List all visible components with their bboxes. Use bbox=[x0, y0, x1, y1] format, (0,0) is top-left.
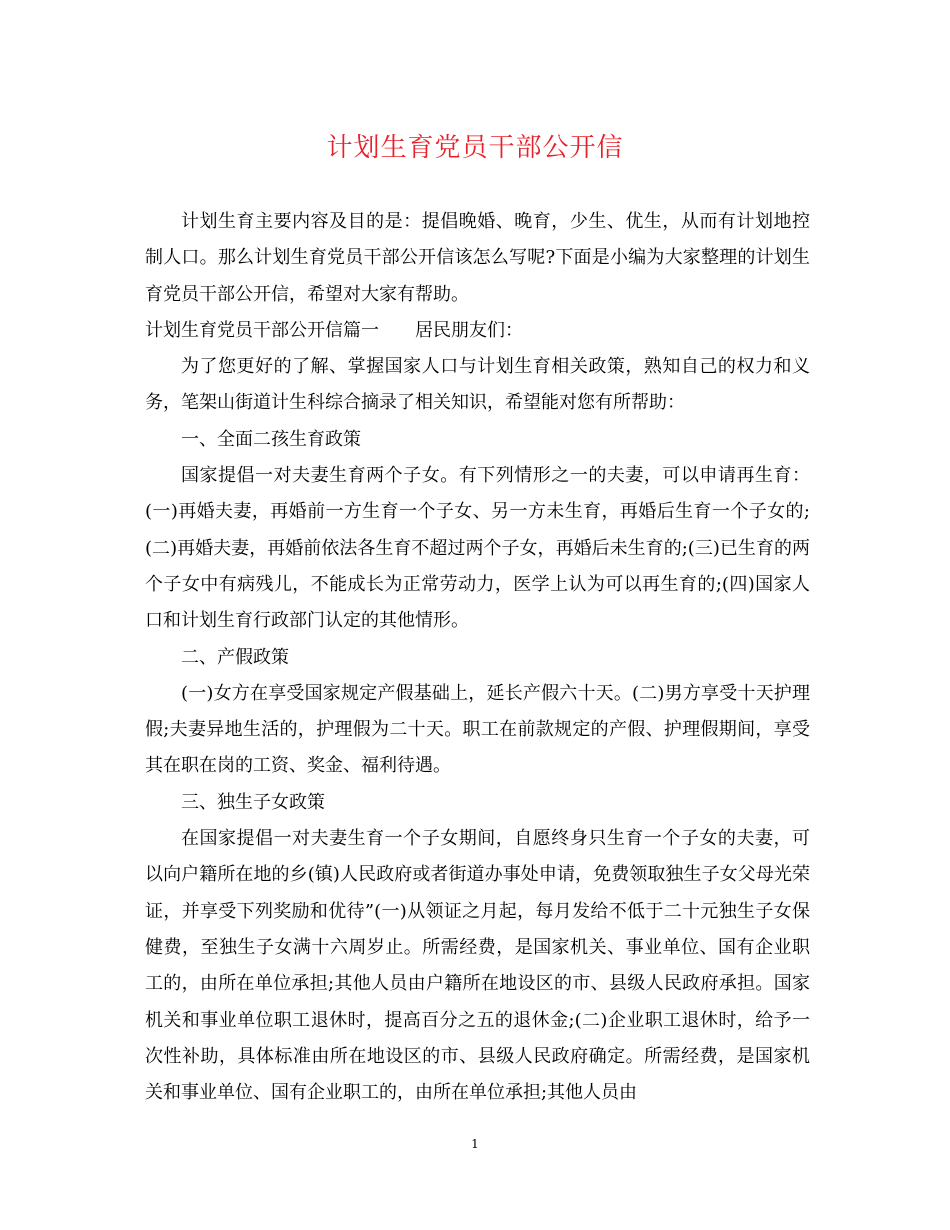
paragraph-only-child-policy: 在国家提倡一对夫妻生育一个子女期间，自愿终身只生育一个子女的夫妻，可以向户籍所在地的乡(镇)人民政府或者街道办事处申请，免费领取独生子女父母光荣证，并享受下列奖励和优待”(一)从领证之月起，每月发给不低于二十元独生子女保健费，至独生子女满十六周岁止。所需经费，是国家机关、事业单位、国有企业职工的，由所在单位承担;其他人员由户籍所在地设区的市、县级人民政府承担。国家机关和事业单位职工退休时，提高百分之五的退休金;(二)企业职工退休时，给予一次性补助，具体标准由所在地设区的市、县级人民政府确定。所需经费，是国家机关和事业单位、国有企业职工的，由所在单位承担;其他人员由 bbox=[145, 828, 810, 1104]
section-heading-two-child-policy: 一、全面二孩生育政策 bbox=[181, 428, 361, 450]
paragraph-maternity-leave: (一)女方在享受国家规定产假基础上，延长产假六十天。(二)男方享受十天护理假;夫妻异地生活的，护理假为二十天。职工在前款规定的产假、护理假期间，享受其在职在岗的工资、奖金、福利待遇。 bbox=[145, 682, 810, 777]
paragraph-two-child-policy: 国家提倡一对夫妻生育两个子女。有下列情形之一的夫妻，可以申请再生育：(一)再婚夫妻，再婚前一方生育一个子女、另一方未生育，再婚后生育一个子女的;(二)再婚夫妻，再婚前依法各生育不超过两个子女，再婚后未生育的;(三)已生育的两个子女中有病残儿，不能成长为正常劳动力，医学上认为可以再生育的;(四)国家人口和计划生育行政部门认定的其他情形。 bbox=[145, 465, 810, 632]
paragraph-letter-heading: 计划生育党员干部公开信篇一 居民朋友们： bbox=[145, 319, 523, 341]
section-heading-maternity-leave: 二、产假政策 bbox=[181, 646, 289, 668]
paragraph-purpose: 为了您更好的了解、掌握国家人口与计划生育相关政策，熟知自己的权力和义务，笔架山街道计生科综合摘录了相关知识，希望能对您有所帮助： bbox=[145, 356, 810, 414]
document-body bbox=[145, 204, 810, 1111]
paragraph-intro: 计划生育主要内容及目的是：提倡晚婚、晚育，少生、优生，从而有计划地控制人口。那么计划生育党员干部公开信该怎么写呢?下面是小编为大家整理的计划生育党员干部公开信，希望对大家有帮助。 bbox=[145, 211, 810, 305]
section-heading-only-child-policy: 三、独生子女政策 bbox=[181, 791, 325, 813]
page-number: 1 bbox=[471, 1137, 479, 1151]
document-title: 计划生育党员干部公开信 bbox=[326, 133, 624, 163]
